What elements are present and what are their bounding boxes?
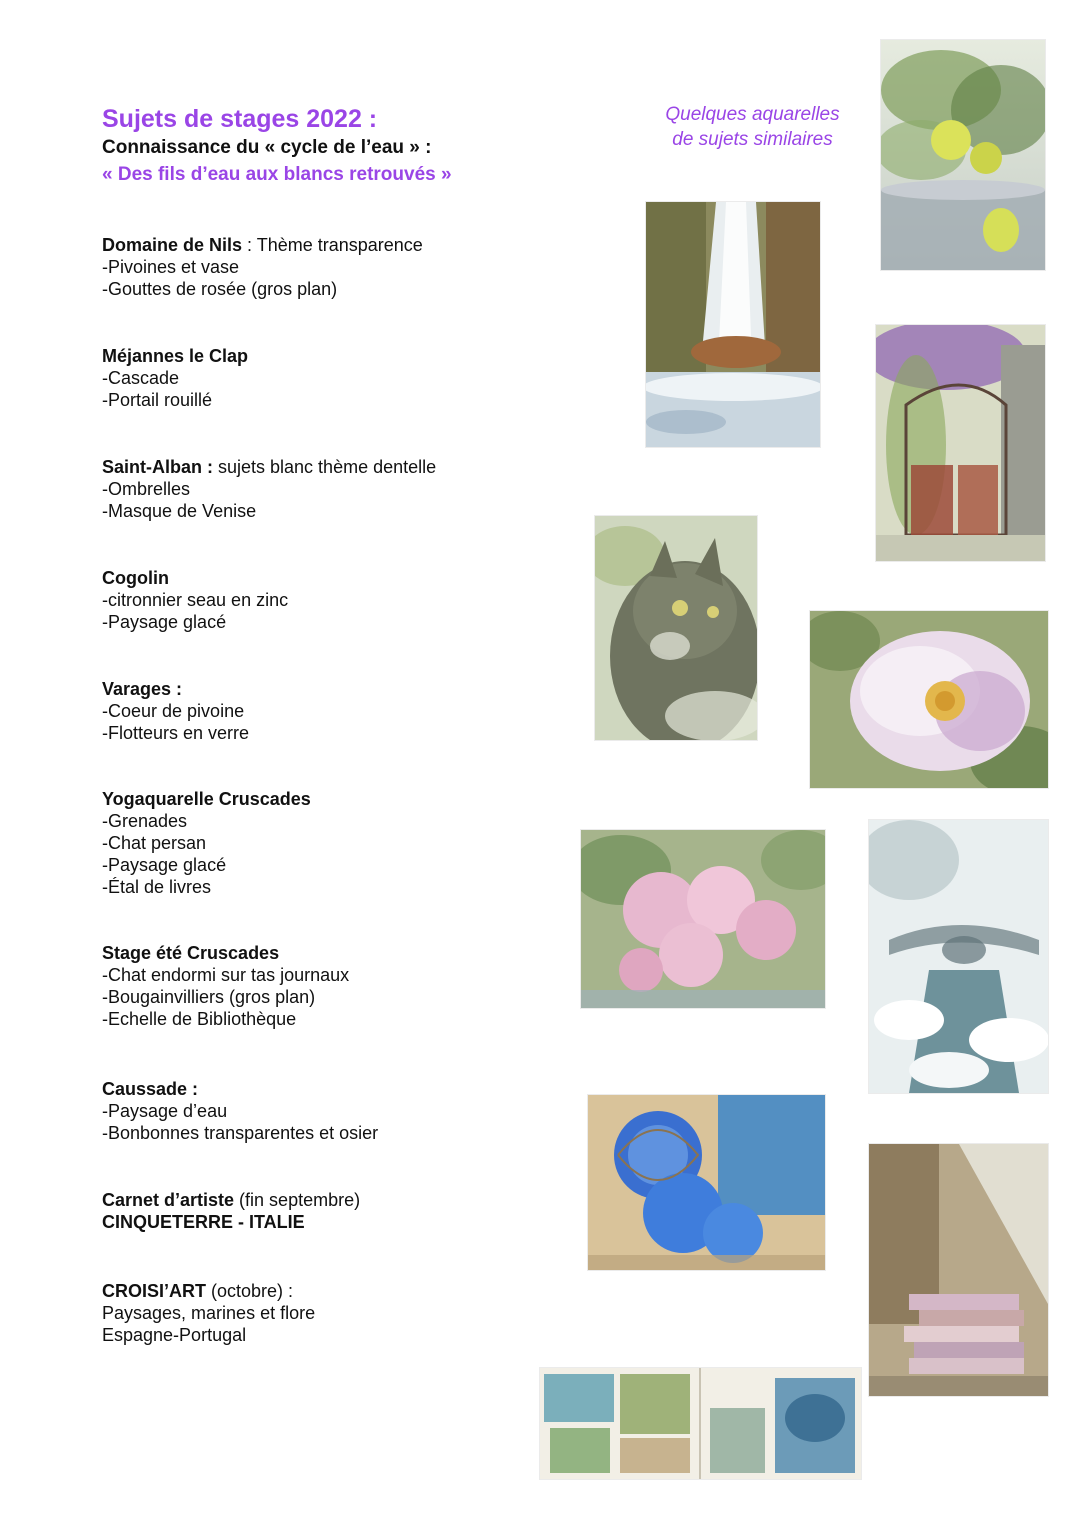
list-item: -citronnier seau en zinc [102,590,289,610]
section-name: Saint-Alban : [102,457,213,477]
page-title: Sujets de stages 2022 : [102,105,378,133]
list-item: -Chat persan [102,833,207,853]
aside-caption-line-2: de sujets similaires [672,129,833,150]
list-item: -Echelle de Bibliothèque [102,1009,297,1029]
section-yogaquarelle-cruscades [102,788,562,898]
section-name: Carnet d’artiste [102,1190,235,1210]
list-item: -Paysage glacé [102,612,227,632]
list-item: -Coeur de pivoine [102,701,245,721]
book-stack-painting [869,1144,1048,1396]
list-item: Espagne-Portugal [102,1325,247,1345]
list-item: -Bougainvilliers (gros plan) [102,987,316,1007]
aside-caption-line-1: Quelques aquarelles [665,104,840,125]
section-caussade [102,1078,562,1144]
list-item: -Portail rouillé [102,390,213,410]
section-name: Cogolin [102,568,169,588]
page-subtitle: Connaissance du « cycle de l’eau » : [102,137,432,158]
waterfall-painting [646,202,820,447]
list-item: -Paysage glacé [102,855,227,875]
aside-caption [630,102,875,152]
rusty-gate-painting [876,325,1045,561]
page-heading [102,104,572,188]
frozen-landscape-painting [869,820,1048,1093]
section-name: Domaine de Nils [102,235,243,255]
list-item: -Grenades [102,811,188,831]
lemon-tree-painting [881,40,1045,270]
section-suffix: : Thème transparence [242,235,423,255]
section-name: Yogaquarelle Cruscades [102,789,311,809]
section-saint-alban [102,456,562,522]
list-item: -Masque de Venise [102,501,257,521]
list-item: Paysages, marines et flore [102,1303,316,1323]
list-item: -Étal de livres [102,877,212,897]
list-item: -Ombrelles [102,479,191,499]
cat-painting [595,516,757,740]
section-cogolin [102,567,562,633]
section-suffix: (octobre) : [206,1281,294,1301]
list-item: -Pivoines et vase [102,257,240,277]
list-item: -Gouttes de rosée (gros plan) [102,279,338,299]
section-name: Stage été Cruscades [102,943,280,963]
section-suffix: sujets blanc thème dentelle [213,457,437,477]
list-item: -Bonbonnes transparentes et osier [102,1123,379,1143]
section-carnet-d-artiste [102,1189,562,1233]
sketchbook-painting [540,1368,861,1479]
section-domaine-de-nils [102,234,562,300]
list-item: -Flotteurs en verre [102,723,250,743]
list-item: -Cascade [102,368,180,388]
section-name: Caussade : [102,1079,199,1099]
section-name: Varages : [102,679,183,699]
section-croisi-art [102,1280,562,1346]
section-mejannes-le-clap [102,345,562,411]
page-tagline: « Des fils d’eau aux blancs retrouvés » [102,164,452,185]
glass-floats-painting [588,1095,825,1270]
list-item: -Chat endormi sur tas journaux [102,965,350,985]
section-suffix: (fin septembre) [234,1190,361,1210]
section-name: Méjannes le Clap [102,346,249,366]
peonies-painting [581,830,825,1008]
section-stage-ete-cruscades [102,942,562,1030]
section-varages [102,678,562,744]
list-item: -Paysage d’eau [102,1101,228,1121]
peony-heart-painting [810,611,1048,788]
list-item: CINQUETERRE - ITALIE [102,1212,305,1232]
section-name: CROISI’ART [102,1281,207,1301]
